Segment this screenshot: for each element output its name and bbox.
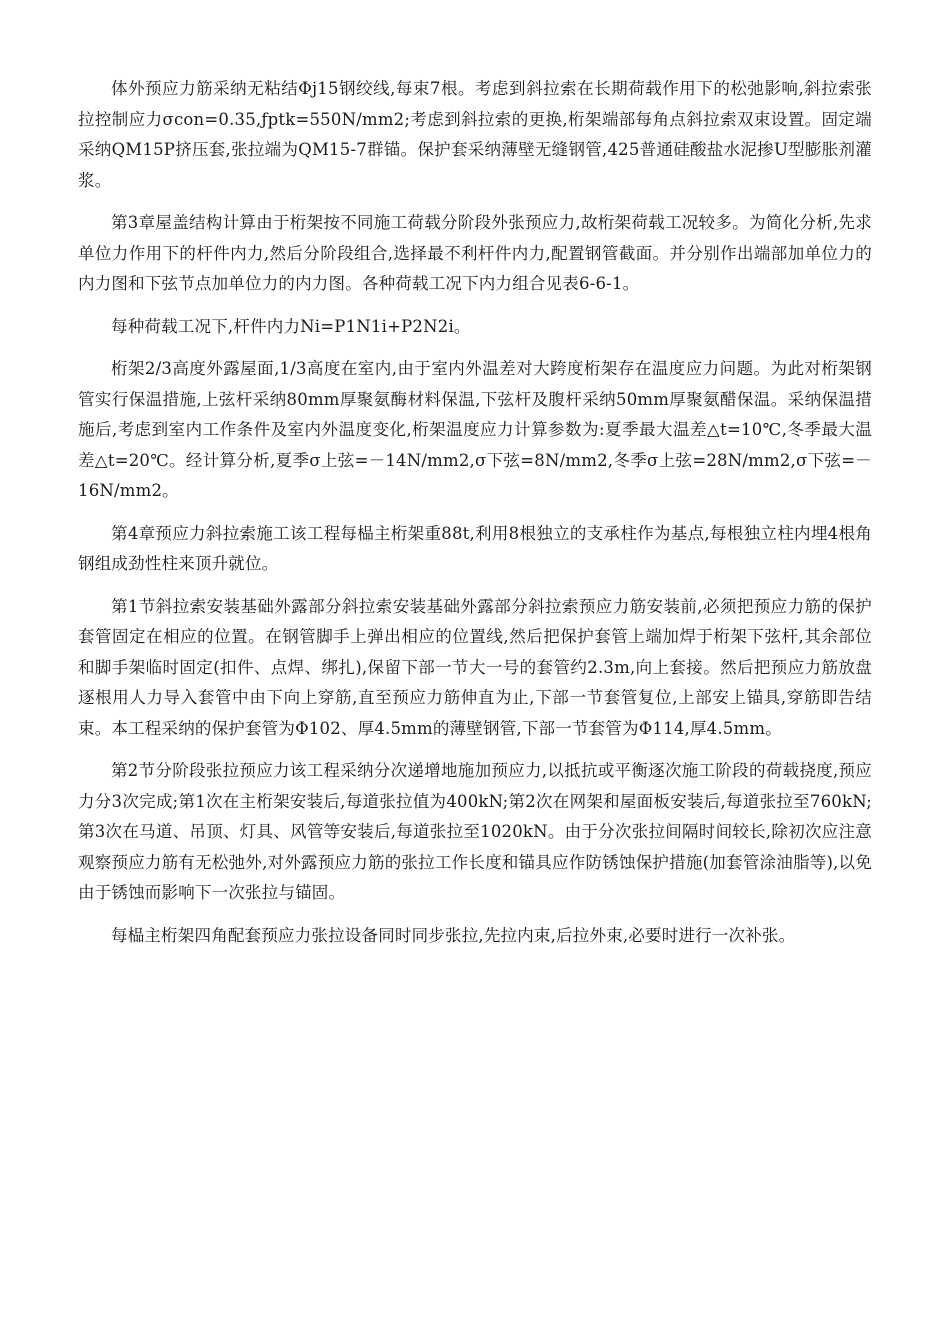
paragraph-chapter-3-roof-structure: 第3章屋盖结构计算由于桁架按不同施工荷载分阶段外张预应力,故桁架荷载工况较多。为简化分析,先求单位力作用下的杆件内力,然后分阶段组合,选择最不利杆件内力,配置钢管截面。并分别作出端部加单位力的内力图和下弦节点加单位力的内力图。各种荷载工况下内力组合见表6-6-1。 <box>78 213 872 293</box>
paragraph-synchronous-tensioning: 每榀主桁架四角配套预应力张拉设备同时同步张拉,先拉内束,后拉外束,必要时进行一次补张。 <box>111 925 796 945</box>
paragraph-external-prestress: 体外预应力筋采纳无粘结Φj15钢绞线,每束7根。考虑到斜拉索在长期荷载作用下的松弛影响,斜拉索张拉控制应力σcon=0.35,ƒptk=550N/mm2;考虑到斜拉索的更换,桁架端部每角点斜拉索双束设置。固定端采纳QM15P挤压套,张拉端为QM15-7群锚。保护套采纳薄壁无缝钢管,425普通硅酸盐水泥掺U型膨胀剂灌浆。 <box>78 79 872 190</box>
paragraph-section-2-staged-tensioning: 第2节分阶段张拉预应力该工程采纳分次递增地施加预应力,以抵抗或平衡逐次施工阶段的荷载挠度,预应力分3次完成;第1次在主桁架安装后,每道张拉值为400kN;第2次在网架和屋面板安装后,每道张拉至760kN;第3次在马道、吊顶、灯具、风管等安装后,每道张拉至1020kN。由于分次张拉间隔时间较长,除初次应注意观察预应力筋有无松弛外,对外露预应力筋的张拉工作长度和锚具应作防锈蚀保护措施(加套管涂油脂等),以免由于锈蚀而影响下一次张拉与锚固。 <box>78 761 872 902</box>
paragraph-temperature-stress: 桁架2/3高度外露屋面,1/3高度在室内,由于室内外温差对大跨度桁架存在温度应力问题。为此对桁架钢管实行保温措施,上弦杆采纳80mm厚聚氨酶材料保温,下弦杆及腹杆采纳50mm厚聚氨醋保温。采纳保温措施后,考虑到室内工作条件及室内外温度变化,桁架温度应力计算参数为:夏季最大温差△t=10℃,冬季最大温差△t=20℃。经计算分析,夏季σ上弦=－14N/mm2,σ下弦=8N/mm2,冬季σ上弦=28N/mm2,σ下弦=－16N/mm2。 <box>78 359 872 500</box>
paragraph-member-force-formula: 每种荷载工况下,杆件内力Ni=P1N1i+P2N2i。 <box>111 316 471 336</box>
paragraph-chapter-4-cable-construction: 第4章预应力斜拉索施工该工程每榀主桁架重88t,利用8根独立的支承柱作为基点,每根独立柱内埋4根角钢组成劲性柱来顶升就位。 <box>78 523 872 573</box>
paragraph-section-1-cable-installation: 第1节斜拉索安装基础外露部分斜拉索安装基础外露部分斜拉索预应力筋安装前,必须把预应力筋的保护套管固定在相应的位置。在钢管脚手上弹出相应的位置线,然后把保护套管上端加焊于桁架下弦杆,其余部位和脚手架临时固定(扣件、点焊、绑扎),保留下部一节大一号的套管约2.3m,向上套接。然后把预应力筋放盘逐根用人力导入套管中由下向上穿筋,直至预应力筋伸直为止,下部一节套管复位,上部安上锚具,穿筋即告结束。本工程采纳的保护套管为Φ102、厚4.5mm的薄壁钢管,下部一节套管为Φ114,厚4.5mm。 <box>78 596 872 738</box>
